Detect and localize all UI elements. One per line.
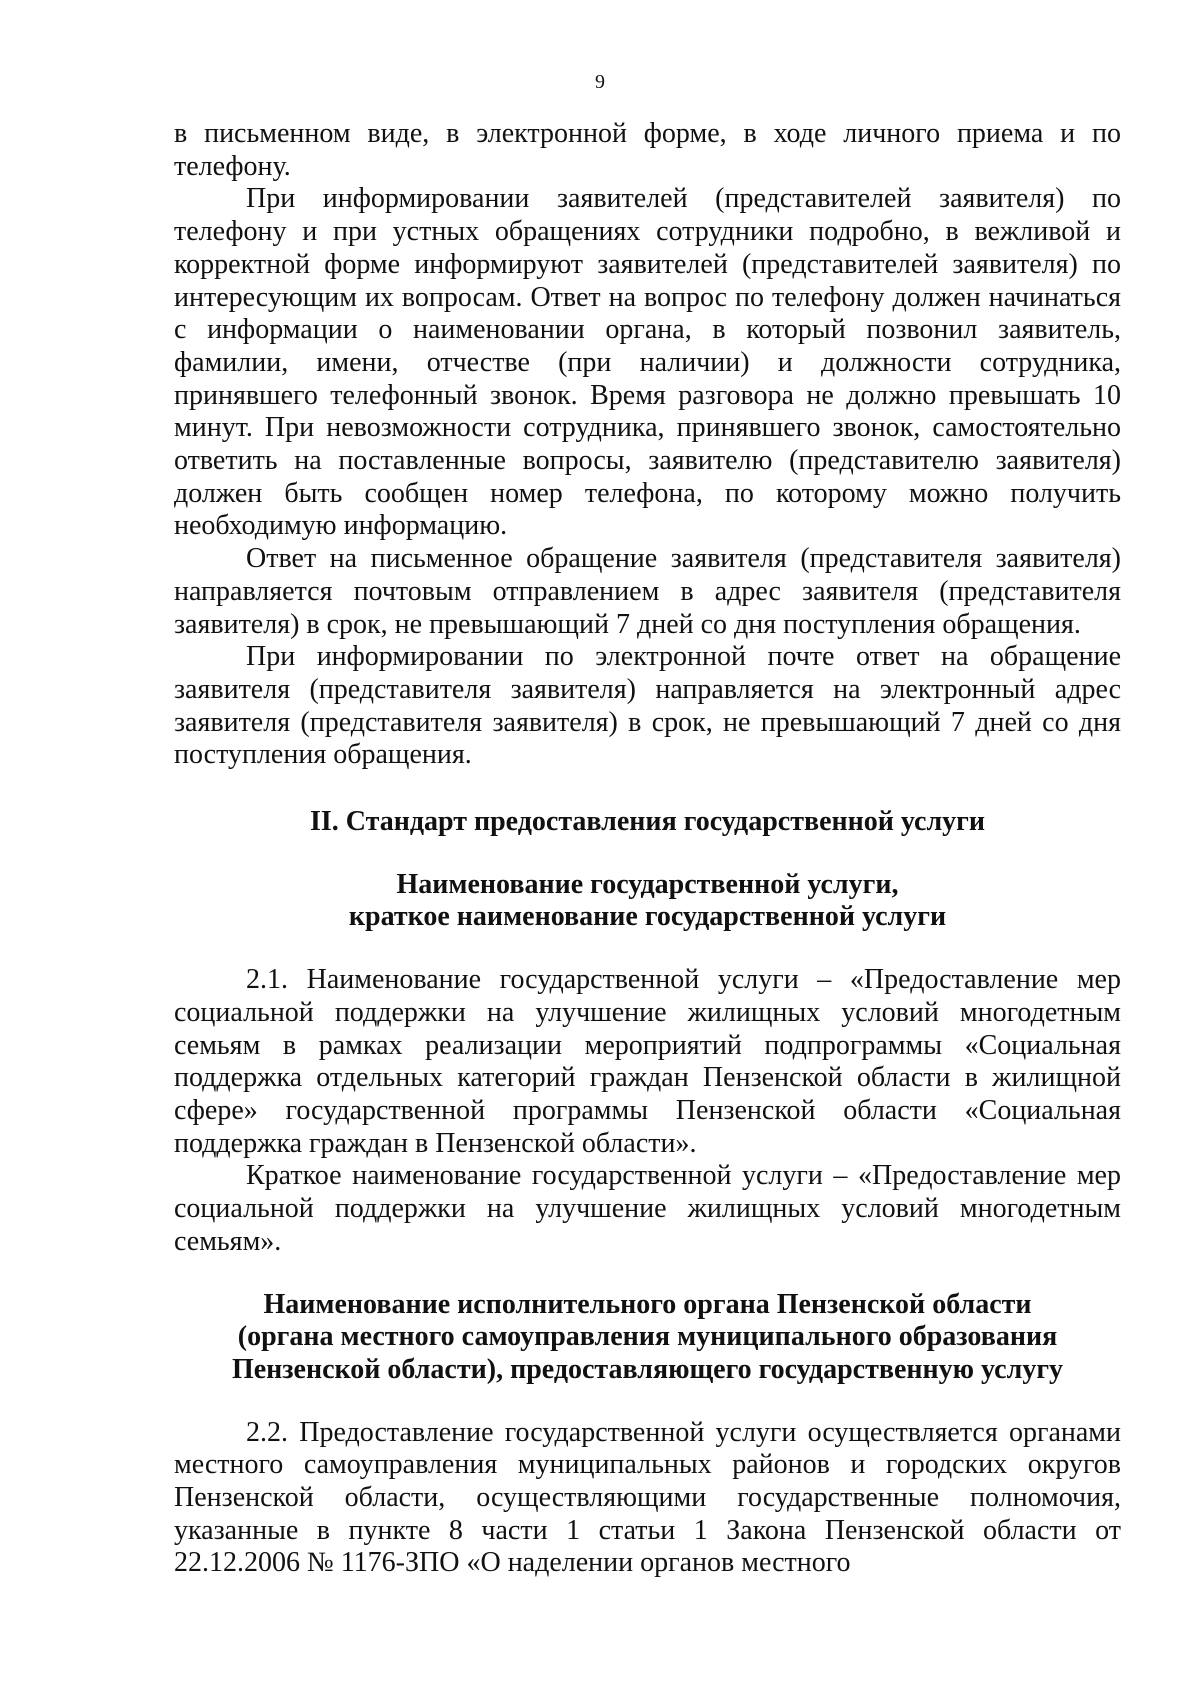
subheading-executive-body-line-3: Пензенской области), предоставляющего государственную услугу: [231, 1353, 1064, 1385]
paragraph-email-response: При информировании по электронной почте ответ на обращение заявителя (представителя заявителя) направляется на электронный адрес заявителя (представителя заявителя) в срок, не превышающий 7 дней со дня поступления обращения.: [174, 641, 1121, 771]
subheading-service-name-line-1: Наименование государственной услуги,: [396, 868, 899, 900]
paragraph-continuation: в письменном виде, в электронной форме, в ходе личного приема и по телефону.: [174, 118, 1121, 182]
section-2-2: [174, 1417, 1121, 1581]
page-number: 9: [595, 71, 605, 93]
subheading-service-name: [174, 869, 1121, 934]
paragraph-short-name: Краткое наименование государственной услуги – «Предоставление мер социальной поддержки на улучшение жилищных условий многодетным семьям».: [174, 1160, 1121, 1257]
subheading-executive-body-line-2: (органа местного самоуправления муниципального образования: [237, 1321, 1058, 1353]
paragraph-written-response: Ответ на письменное обращение заявителя (представителя заявителя) направляется почтовым отправлением в адрес заявителя (представителя заявителя) в срок, не превышающий 7 дней со дня поступления обращения.: [174, 543, 1121, 640]
subheading-executive-body: [174, 1289, 1121, 1387]
paragraph-2-2: 2.2. Предоставление государственной услуги осуществляется органами местного самоуправления муниципальных районов и городских округов Пензенской области, осуществляющими государственные полномочия, указанные в пункте 8 части 1 статьи 1 Закона Пензенской области от 22.12.2006 № 1176-ЗПО «О наделении органов местного: [174, 1416, 1121, 1579]
paragraph-phone-informing: При информировании заявителей (представителей заявителя) по телефону и при устных обращениях сотрудники подробно, в вежливой и корректной форме информируют заявителей (представителей заявителя) по интересующим их вопросам. Ответ на вопрос по телефону должен начинаться с информации о наименовании органа, в который позвонил заявитель, фамилии, имени, отчестве (при наличии) и должности сотрудника, принявшего телефонный звонок. Время разговора не должно превышать 10 минут. При невозможности сотрудника, принявшего звонок, самостоятельно ответить на поставленные вопросы, заявителю (представителю заявителя) должен быть сообщен номер телефона, по которому можно получить необходимую информацию.: [174, 183, 1121, 542]
subheading-service-name-line-2: краткое наименование государственной услуги: [348, 901, 947, 933]
paragraph-2-1: 2.1. Наименование государственной услуги – «Предоставление мер социальной поддержки на улучшение жилищных условий многодетным семьям в рамках реализации мероприятий подпрограммы «Социальная поддержка отдельных категорий граждан Пензенской области в жилищной сфере» государственной программы Пензенской области «Социальная поддержка граждан в Пензенской области».: [174, 964, 1121, 1159]
subheading-executive-body-line-1: Наименование исполнительного органа Пензенской области: [263, 1288, 1032, 1320]
section-2-1: [174, 964, 1121, 1258]
document-body: [174, 118, 1121, 1580]
section-heading: II. Стандарт предоставления государственной услуги: [309, 806, 986, 838]
